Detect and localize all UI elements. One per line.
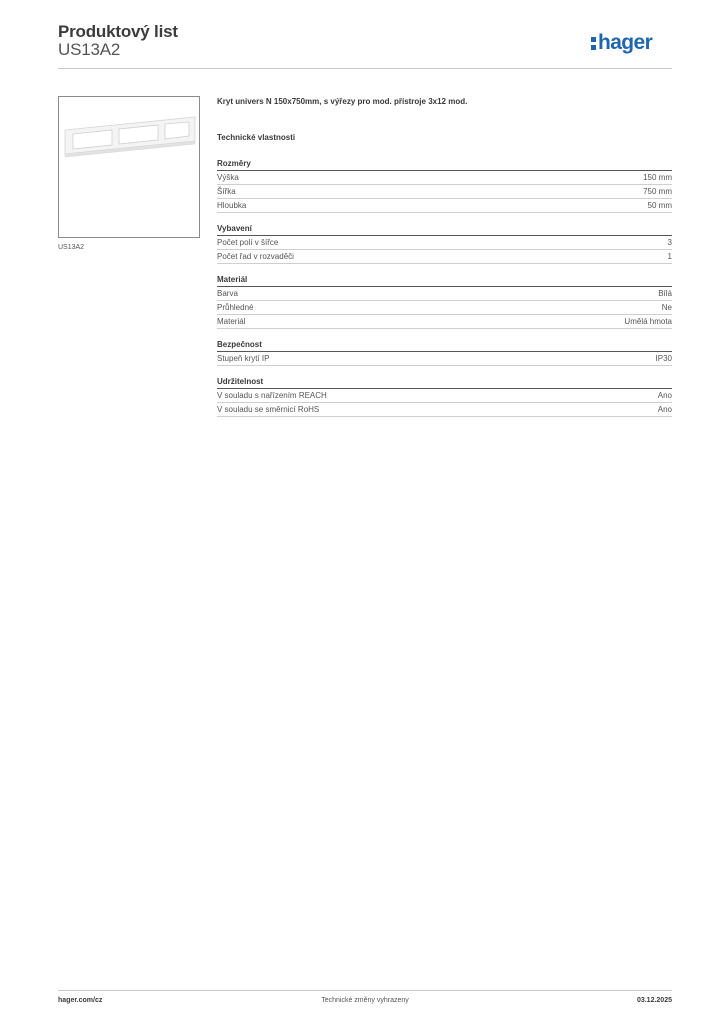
footer-date: 03.12.2025 (636, 997, 672, 1004)
spec-label: Stupeň krytí IP (217, 354, 270, 363)
spec-value: Ano (657, 405, 672, 414)
hager-logo (590, 28, 672, 56)
spec-value: 1 (667, 252, 672, 261)
spec-label: V souladu se směrnicí RoHS (217, 405, 320, 414)
spec-label: Výška (217, 173, 239, 182)
spec-label: Počet řad v rozvaděči (217, 252, 294, 261)
footer-website-link[interactable]: hager.com/cz (58, 997, 103, 1004)
spec-row (217, 403, 672, 417)
spec-row (217, 315, 672, 329)
spec-sections (217, 158, 672, 417)
spec-row (217, 301, 672, 315)
spec-value: Bílá (658, 289, 672, 298)
spec-section-title: Vybavení (217, 223, 672, 236)
spec-section (217, 339, 672, 366)
product-image (58, 96, 200, 238)
spec-row (217, 389, 672, 403)
spec-row (217, 199, 672, 213)
spec-row (217, 236, 672, 250)
page-header (58, 20, 672, 68)
spec-value: Ne (661, 303, 672, 312)
product-cover-illustration (59, 97, 199, 237)
footer-note: Technické změny vyhrazeny (321, 997, 409, 1004)
spec-value: 3 (667, 238, 672, 247)
spec-row (217, 185, 672, 199)
product-details (217, 96, 672, 427)
spec-row (217, 287, 672, 301)
spec-row (217, 352, 672, 366)
spec-section-title: Bezpečnost (217, 339, 672, 352)
spec-value: Umělá hmota (624, 317, 672, 326)
document-title: Produktový list (58, 22, 178, 41)
spec-row (217, 250, 672, 264)
spec-section (217, 223, 672, 264)
spec-label: Materiál (217, 317, 246, 326)
spec-value: IP30 (655, 354, 672, 363)
spec-section (217, 158, 672, 213)
product-code: US13A2 (58, 40, 121, 59)
logo-dot-top (591, 37, 596, 42)
header-divider (58, 68, 672, 69)
spec-section (217, 376, 672, 417)
spec-value: 50 mm (647, 201, 672, 210)
footer-divider (58, 990, 672, 991)
page-footer (58, 997, 672, 1009)
spec-section (217, 274, 672, 329)
spec-value: Ano (657, 391, 672, 400)
spec-label: Průhledné (217, 303, 254, 312)
spec-label: Počet polí v šířce (217, 238, 279, 247)
logo-dot-bottom (591, 45, 596, 50)
spec-label: V souladu s nařízením REACH (217, 391, 327, 400)
technical-properties-heading: Technické vlastnosti (217, 133, 296, 142)
product-description: Kryt univers N 150x750mm, s výřezy pro mod. přístroje 3x12 mod. (217, 97, 468, 106)
spec-label: Šířka (217, 187, 236, 196)
spec-value: 750 mm (643, 187, 672, 196)
spec-label: Hloubka (217, 201, 247, 210)
spec-row (217, 171, 672, 185)
spec-label: Barva (217, 289, 238, 298)
spec-section-title: Udržitelnost (217, 376, 672, 389)
product-image-caption: US13A2 (58, 244, 85, 251)
spec-section-title: Materiál (217, 274, 672, 287)
spec-section-title: Rozměry (217, 158, 672, 171)
logo-text: hager (598, 31, 653, 54)
spec-value: 150 mm (643, 173, 672, 182)
